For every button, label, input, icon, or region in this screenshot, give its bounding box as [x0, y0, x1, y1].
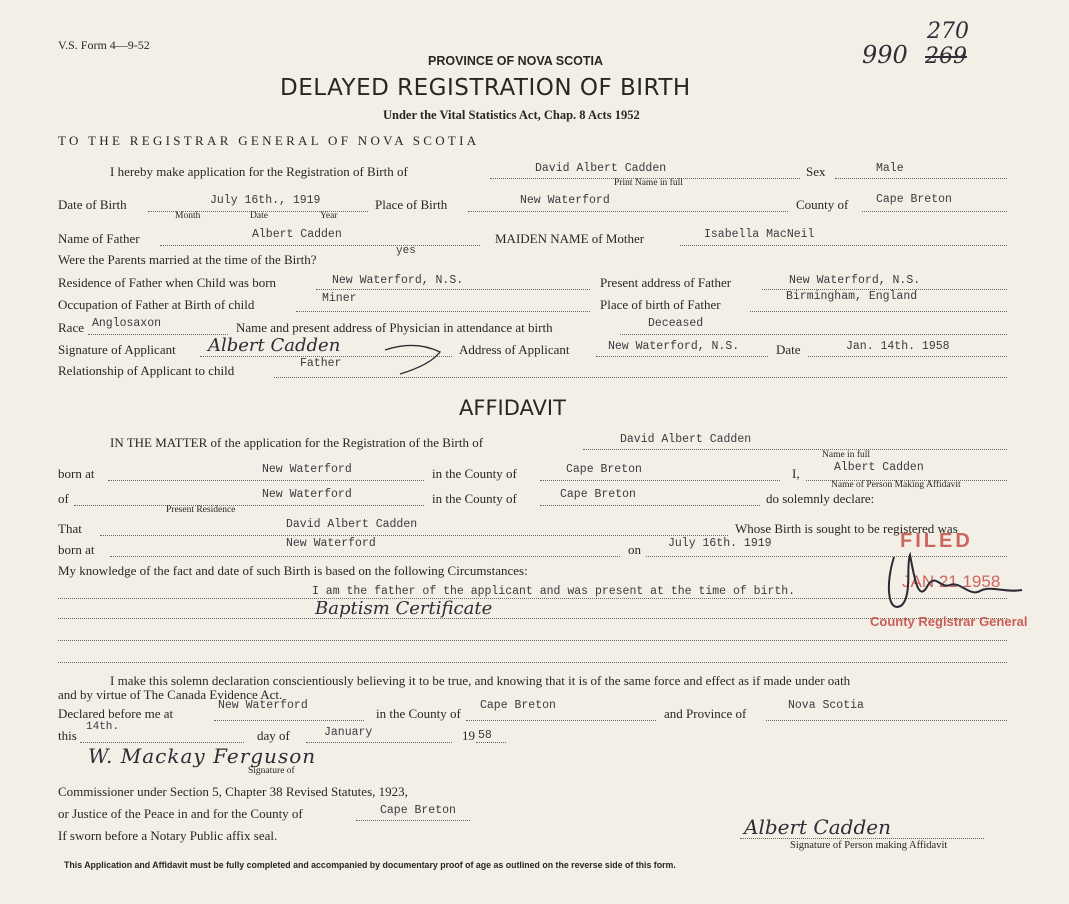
dob-value: July 16th., 1919 — [210, 194, 321, 207]
declare-label: do solemnly declare: — [766, 491, 875, 506]
day-of-label: day of — [257, 728, 290, 743]
father-label: Name of Father — [58, 231, 140, 246]
dotted-line — [583, 449, 1007, 450]
dotted-line — [306, 742, 452, 743]
county-label: County of — [796, 197, 849, 212]
county-label: in the County of — [432, 491, 517, 506]
circumstance-handwritten: Baptism Certificate — [315, 598, 493, 619]
that-label: That — [58, 521, 82, 536]
present-residence-note: Present Residence — [166, 505, 236, 515]
province-heading: PROVINCE OF NOVA SCOTIA — [428, 54, 604, 68]
mother-label: MAIDEN NAME of Mother — [495, 231, 645, 246]
matter-name-value: David Albert Cadden — [620, 433, 752, 446]
relationship-value: Father — [300, 357, 342, 370]
filed-stamp-office: County Registrar General — [870, 614, 1028, 629]
date-note: Date — [250, 211, 268, 221]
dotted-line — [100, 535, 728, 536]
declared-county-label: in the County of — [376, 706, 461, 721]
dotted-line — [766, 720, 1007, 721]
solemn-declaration-cont: and by virtue of The Canada Evidence Act. — [58, 687, 283, 702]
dotted-line — [88, 334, 228, 335]
dotted-line — [160, 245, 480, 246]
signature-flourish — [380, 340, 450, 380]
dotted-line — [750, 311, 1007, 312]
county-value: Cape Breton — [876, 193, 952, 206]
dotted-line — [316, 289, 590, 290]
father-birthplace-label: Place of birth of Father — [600, 297, 721, 312]
file-number-prefix: 990 — [862, 41, 908, 69]
this-label: this — [58, 728, 77, 743]
dotted-line — [58, 662, 1007, 663]
dob-label: Date of Birth — [58, 197, 127, 212]
affiant-signature-note: Signature of Person making Affidavit — [790, 840, 948, 851]
dotted-line — [110, 556, 620, 557]
residence-value: New Waterford — [262, 488, 352, 501]
dotted-line — [58, 598, 1007, 599]
born-at-value: New Waterford — [262, 463, 352, 476]
declared-county-value: Cape Breton — [480, 699, 556, 712]
commissioner-text: Commissioner under Section 5, Chapter 38 Revised Statutes, 1923, — [58, 784, 408, 799]
application-date-label: Date — [776, 342, 801, 357]
dotted-line — [58, 618, 1007, 619]
print-name-note: Print Name in full — [614, 178, 683, 188]
county-label: in the County of — [432, 466, 517, 481]
circumstance-value: I am the father of the applicant and was present at the time of birth. — [312, 585, 796, 598]
dotted-line — [80, 742, 244, 743]
province-label: and Province of — [664, 706, 747, 721]
file-number-corrected: 270 — [927, 19, 969, 44]
physician-value: Deceased — [648, 317, 704, 330]
residence-value: New Waterford, N.S. — [332, 274, 464, 287]
form-number: V.S. Form 4—9-52 — [58, 38, 150, 52]
to-registrar-line: TO THE REGISTRAR GENERAL OF NOVA SCOTIA — [58, 133, 480, 148]
on-label: on — [628, 542, 641, 557]
month-value: January — [324, 726, 373, 739]
affiant-signature: Albert Cadden — [744, 815, 891, 839]
dotted-line — [468, 211, 788, 212]
place-label: Place of Birth — [375, 197, 448, 212]
dotted-line — [540, 505, 760, 506]
year-note: Year — [320, 211, 338, 221]
dotted-line — [356, 820, 470, 821]
file-number-struck: 269 — [925, 44, 967, 69]
residence-label: Residence of Father when Child was born — [58, 275, 277, 290]
declared-place-value: New Waterford — [218, 699, 308, 712]
county-value: Cape Breton — [566, 463, 642, 476]
application-date-value: Jan. 14th. 1958 — [846, 340, 950, 353]
signature-of-note: Signature of — [248, 766, 295, 776]
on-date-value: July 16th. 1919 — [668, 537, 772, 550]
whose-birth-label: Whose Birth is sought to be registered was — [735, 521, 958, 536]
that-name-value: David Albert Cadden — [286, 518, 418, 531]
occupation-label: Occupation of Father at Birth of child — [58, 297, 255, 312]
county-value: Cape Breton — [560, 488, 636, 501]
married-label: Were the Parents married at the time of the Birth? — [58, 252, 317, 267]
present-address-value: New Waterford, N.S. — [789, 274, 921, 287]
dotted-line — [740, 838, 984, 839]
dotted-line — [680, 245, 1007, 246]
justice-text: or Justice of the Peace in and for the County of — [58, 806, 303, 821]
father-birthplace-value: Birmingham, England — [786, 290, 918, 303]
dotted-line — [540, 480, 780, 481]
of-label: of — [58, 491, 69, 506]
born-at-value: New Waterford — [286, 537, 376, 550]
sex-label: Sex — [806, 164, 826, 179]
dotted-line — [476, 742, 506, 743]
race-value: Anglosaxon — [92, 317, 162, 330]
born-at-label: born at — [58, 466, 95, 481]
i-label: I, — [792, 466, 800, 481]
applicant-signature: Albert Cadden — [208, 335, 341, 356]
present-address-label: Present address of Father — [600, 275, 732, 290]
relationship-label: Relationship of Applicant to child — [58, 363, 235, 378]
filed-stamp-date: JAN 21 1958 — [902, 572, 1001, 591]
physician-label: Name and present address of Physician in attendance at birth — [236, 320, 553, 335]
dotted-line — [74, 505, 424, 506]
child-name-value: David Albert Cadden — [535, 162, 667, 175]
dotted-line — [808, 356, 1007, 357]
commissioner-signature: W. Mackay Ferguson — [88, 744, 317, 768]
matter-label: IN THE MATTER of the application for the Registration of the Birth of — [110, 435, 484, 450]
affidavit-title: AFFIDAVIT — [459, 396, 566, 420]
act-reference: Under the Vital Statistics Act, Chap. 8 Acts 1952 — [383, 108, 640, 122]
applicant-address-value: New Waterford, N.S. — [608, 340, 740, 353]
apply-label: I hereby make application for the Registration of Birth of — [110, 164, 408, 179]
year-value: 58 — [478, 729, 492, 742]
day-value: 14th. — [86, 721, 120, 733]
father-value: Albert Cadden — [252, 228, 342, 241]
knowledge-label: My knowledge of the fact and date of such Birth is based on the following Circumstances: — [58, 563, 528, 578]
race-label: Race — [58, 320, 84, 335]
mother-value: Isabella MacNeil — [704, 228, 815, 241]
footer-note: This Application and Affidavit must be fully completed and accompanied by documentary proof of age as outlined on the reverse side of this form. — [64, 860, 676, 870]
place-value: New Waterford — [520, 194, 610, 207]
dotted-line — [466, 720, 656, 721]
year-prefix: 19 — [462, 728, 475, 743]
dotted-line — [296, 311, 590, 312]
solemn-declaration: I make this solemn declaration conscientiously believing it to be true, and knowing that it is of the same force and effect as if made under oath — [110, 673, 851, 688]
occupation-value: Miner — [322, 292, 357, 305]
province-value: Nova Scotia — [788, 699, 864, 712]
dotted-line — [58, 640, 1007, 641]
notary-text: If sworn before a Notary Public affix seal. — [58, 828, 278, 843]
dotted-line — [835, 178, 1007, 179]
declared-label: Declared before me at — [58, 706, 174, 721]
dotted-line — [620, 334, 1007, 335]
dotted-line — [214, 720, 364, 721]
affiant-note: Name of Person Making Affidavit — [831, 480, 961, 490]
born-at-label: born at — [58, 542, 95, 557]
justice-county-value: Cape Breton — [380, 804, 456, 817]
dotted-line — [274, 377, 1007, 378]
month-note: Month — [175, 211, 201, 221]
signature-label: Signature of Applicant — [58, 342, 176, 357]
filed-stamp-label: FILED — [900, 530, 973, 552]
name-full-note: Name in full — [822, 450, 871, 460]
dotted-line — [596, 356, 768, 357]
dotted-line — [108, 480, 424, 481]
married-value: yes — [396, 245, 416, 257]
affiant-value: Albert Cadden — [834, 461, 924, 474]
applicant-address-label: Address of Applicant — [459, 342, 570, 357]
sex-value: Male — [876, 162, 904, 175]
registrar-signature — [880, 545, 1030, 625]
dotted-line — [862, 211, 1007, 212]
form-title: DELAYED REGISTRATION OF BIRTH — [280, 75, 691, 101]
